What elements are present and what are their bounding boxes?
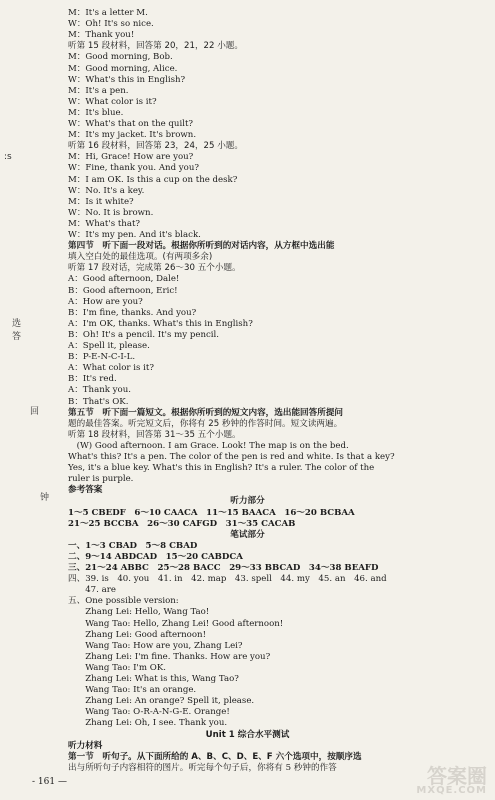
text-line: 一、1～3 CBAD 5～8 CBAD	[68, 540, 198, 551]
text-line: Zhang Lei: What is this, Wang Tao?	[68, 674, 239, 684]
text-line: B：Oh! It's a pencil. It's my pencil.	[68, 329, 220, 340]
text-line: Wang Tao: It's an orange.	[68, 685, 197, 696]
watermark-logo: 答案圈 MXQE.COM	[416, 764, 487, 796]
text-line: 四、39. is 40. you 41. in 42. map 43. spell 44. my 45. an 46. and	[68, 574, 387, 585]
text-line: 听第 18 段材料，回答第 31～35 五个小题。	[68, 429, 241, 440]
text-line: M：It's blue.	[68, 107, 124, 118]
text-line: W：Oh! It's so nice.	[68, 19, 154, 30]
text-line: 题的最佳答案。听完短文后，你将有 25 秒钟的作答时间。短文读两遍。	[68, 418, 343, 429]
text-line: ruler is purple.	[68, 474, 134, 485]
page-number: - 161 —	[32, 777, 67, 787]
text-line: Zhang Lei: Oh, I see. Thank you.	[68, 718, 228, 729]
text-line: A：What color is it?	[68, 363, 154, 374]
text-line: 听第 17 段对话，完成第 26～30 五个小题。	[68, 263, 241, 274]
text-line: Zhang Lei: Good afternoon!	[68, 629, 207, 640]
text-line: 填入空白处的最佳选项。(有两项多余)	[68, 252, 213, 263]
text-line: 1～5 CBEDF 6～10 CAACA 11～15 BAACA 16～20 BCBAA	[68, 507, 355, 518]
text-line: W：What color is it?	[68, 96, 157, 107]
text-line: 第五节 听下面一篇短文。根据你所听到的短文内容，选出能回答所提问	[68, 407, 344, 418]
text-line: Wang Tao: I'm OK.	[68, 662, 166, 673]
text-line: B：I'm fine, thanks. And you?	[68, 307, 197, 318]
binding-margin-char: 回	[30, 407, 40, 417]
text-line: 听力部分	[230, 496, 265, 507]
text-line: 笔试部分	[230, 529, 265, 540]
text-line: W：Fine, thank you. And you?	[68, 163, 199, 174]
text-line: Wang Tao: O-R-A-N-G-E. Orange!	[68, 707, 230, 718]
text-line: A：How are you?	[68, 296, 143, 307]
text-line: 听第 15 段材料，回答第 20，21，22 小题。	[68, 41, 243, 52]
text-line: 听第 16 段材料，回答第 23，24，25 小题。	[68, 141, 243, 152]
binding-margin-char: 选	[12, 319, 22, 329]
text-line: A：Spell it, please.	[68, 341, 150, 351]
text-line: 47. are	[68, 585, 116, 596]
text-line: 听力材料	[68, 740, 103, 751]
text-line: W：It's my pen. And it's black.	[68, 230, 201, 240]
binding-margin-char: 答	[12, 332, 22, 342]
text-line: M：What's that?	[68, 218, 141, 229]
text-line: W：What's that on the quilt?	[68, 119, 194, 129]
text-line: Zhang Lei: I'm fine. Thanks. How are you?	[68, 651, 271, 662]
text-line: 参考答案	[68, 485, 103, 496]
text-line: B：Good afternoon, Eric!	[68, 285, 178, 296]
text-line: 五、One possible version:	[68, 596, 179, 607]
text-line: Unit 1 综合水平测试	[205, 729, 290, 740]
text-line: B：It's red.	[68, 374, 117, 385]
text-line: What's this? It's a pen. The color of the pen is red and white. Is that a key?	[68, 452, 395, 462]
text-line: A：I'm OK, thanks. What's this in English?	[68, 318, 253, 329]
text-line: 二、9～14 ABDCAD 15～20 CABDCA	[68, 551, 243, 562]
text-line: Zhang Lei: An orange? Spell it, please.	[68, 696, 255, 707]
text-line: M：It's a pen.	[68, 85, 129, 96]
text-line: 三、21～24 ABBC 25～28 BACC 29～33 BBCAD 34～38 BEAFD	[68, 563, 379, 573]
text-line: M：It's my jacket. It's brown.	[68, 130, 197, 141]
text-line: Wang Tao: Hello, Zhang Lei! Good afternoon!	[68, 618, 284, 629]
text-line: 21～25 BCCBA 26～30 CAFGD 31～35 CACAB	[68, 518, 296, 529]
text-line: M：Good morning, Bob.	[68, 52, 173, 63]
text-line: Wang Tao: How are you, Zhang Lei?	[68, 640, 243, 651]
text-line: A：Thank you.	[68, 385, 131, 396]
text-line: W：What's this in English?	[68, 74, 186, 85]
text-line: M：Hi, Grace! How are you?	[68, 152, 194, 163]
text-line: M：Good morning, Alice.	[68, 63, 178, 74]
text-line: W：No. It's a key.	[68, 185, 145, 196]
text-line: M：Is it white?	[68, 196, 134, 207]
text-line: 出与所听句子内容相符的图片。听完每个句子后，你将有 5 秒钟的作答	[68, 762, 337, 773]
text-line: M：Thank you!	[68, 30, 135, 41]
text-line: Zhang Lei: Hello, Wang Tao!	[68, 607, 210, 618]
text-line: Yes, it's a blue key. What's this in English? It's a ruler. The color of the	[68, 463, 375, 474]
text-line: M：It's a letter M.	[68, 8, 148, 18]
binding-margin-char: 钟	[40, 493, 50, 503]
text-line: W：No. It is brown.	[68, 207, 154, 218]
text-line: (W) Good afternoon. I am Grace. Look! The map is on the bed.	[68, 440, 349, 451]
text-line: A：Good afternoon, Dale!	[68, 274, 180, 285]
binding-margin-mark: :s	[4, 152, 12, 162]
text-line: 第四节 听下面一段对话。根据你所听到的对话内容，从方框中选出能	[68, 241, 335, 252]
text-line: B：That's OK.	[68, 396, 129, 407]
text-line: B：P-E-N-C-I-L.	[68, 352, 136, 363]
text-line: M：I am OK. Is this a cup on the desk?	[68, 174, 238, 185]
text-line: 第一节 听句子。从下面所给的 A、B、C、D、E、F 六个选项中，按顺序选	[68, 751, 362, 762]
